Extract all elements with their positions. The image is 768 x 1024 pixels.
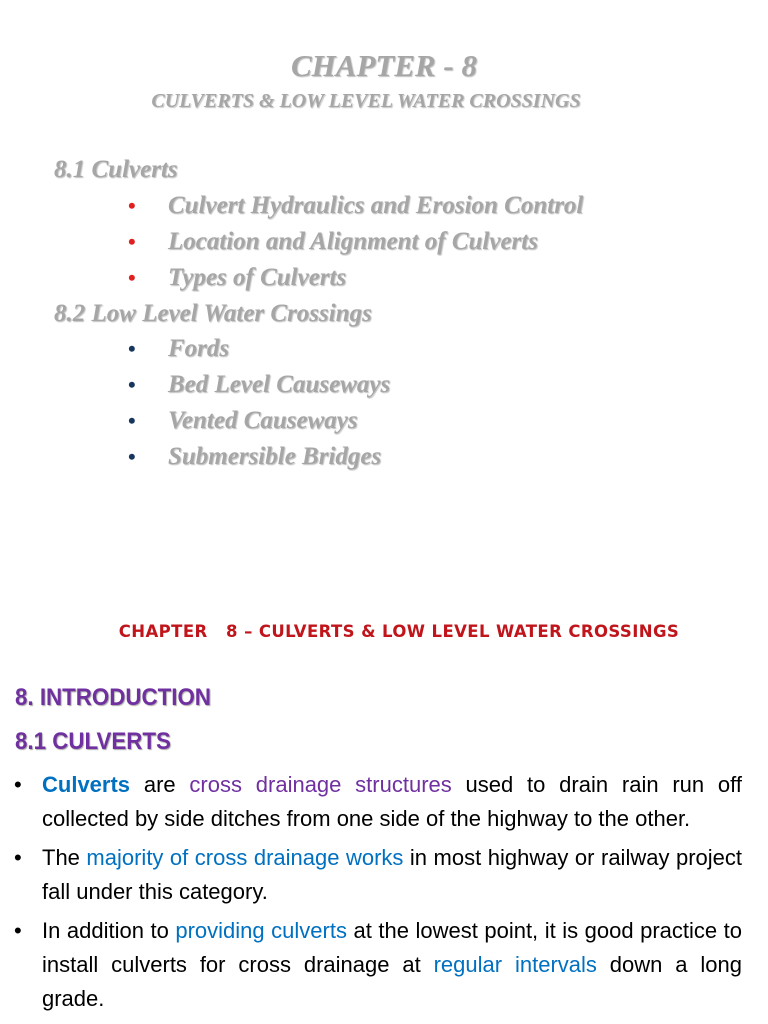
bullet-dot-red: • (128, 265, 136, 290)
toc-section-8-1: 8.1 Culverts (54, 156, 178, 183)
chapter-title: CHAPTER - 8 (290, 48, 477, 83)
bullet-dot-navy: • (128, 372, 136, 397)
toc-item: • Culvert Hydraulics and Erosion Control (128, 192, 584, 219)
bullet-dot-navy: • (128, 408, 136, 433)
bullet-dot: • (14, 772, 22, 797)
body-bullet-3: • In addition to providing culverts at the lowest point, it is good practice to install culverts for cross drainage at regular intervals down a long grade. (14, 914, 742, 1016)
bullet-dot-navy: • (128, 336, 136, 361)
heading-introduction: 8. INTRODUCTION (15, 684, 211, 711)
bullet-dot-red: • (128, 229, 136, 254)
heading-culverts: 8.1 CULVERTS (15, 728, 171, 755)
bullet-dot: • (14, 845, 22, 870)
toc-item: • Types of Culverts (128, 264, 347, 291)
toc-item: • Location and Alignment of Culverts (128, 228, 538, 255)
toc-item: • Vented Causeways (128, 407, 358, 434)
chapter-band-title: CHAPTER 8 – CULVERTS & LOW LEVEL WATER CROSSINGS (118, 622, 680, 641)
toc-item: • Fords (128, 335, 230, 362)
body-bullet-1: • Culverts are cross drainage structures used to drain rain run off collected by side ditches from one side of the highway to the other. (14, 768, 742, 836)
bullet-dot: • (14, 918, 22, 943)
chapter-subtitle: CULVERTS & LOW LEVEL WATER CROSSINGS (151, 90, 581, 112)
toc-section-8-2: 8.2 Low Level Water Crossings (54, 300, 372, 327)
bullet-dot-red: • (128, 193, 136, 218)
bullet-dot-navy: • (128, 444, 136, 469)
toc-item: • Submersible Bridges (128, 443, 382, 470)
toc-item: • Bed Level Causeways (128, 371, 391, 398)
body-bullet-2: • The majority of cross drainage works in most highway or railway project fall under this category. (14, 841, 742, 909)
